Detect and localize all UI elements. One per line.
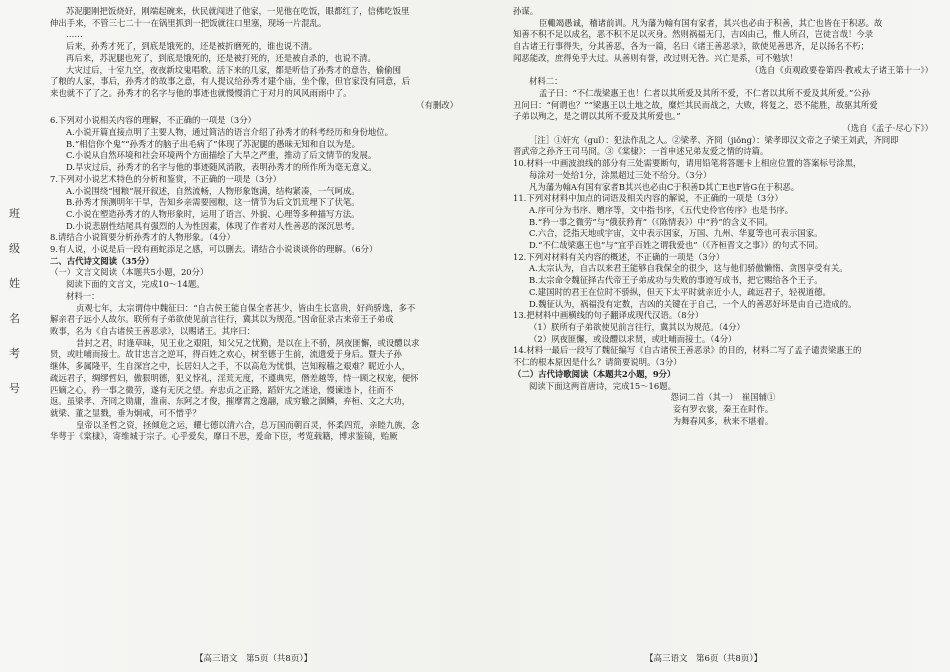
binding-margin [0, 0, 30, 672]
source-note: （选自《孟子·尽心下》） [842, 123, 933, 134]
material-label: 材料二： [529, 76, 563, 87]
sub-question: （1）朕所有子弟欲使见前言往行，冀其以为规范。（4分） [529, 321, 745, 332]
text-line: 臣輙竭愚诚，稽诸前训。凡为藩为翰有国有家者，其兴也必由于积善，其亡也皆在于积恶。故 [539, 17, 883, 28]
sub-question: （2）夙夜匪懈，或设醴以求贤，或吐哺而接士。（4分） [529, 333, 737, 344]
option: C.小说在塑造孙秀才的人物形象时，运用了语言、外貌、心理等多种描写方法。 [66, 208, 360, 219]
text-line: 子弟以殉之，是之谓以其所不爱及其所爱也。” [513, 111, 681, 122]
binding-char: 姓 [9, 277, 20, 290]
option: C.建国时的君王在位时不骄纵，但天下太平时就亲近小人，疏远君子，轻视道德。 [529, 286, 831, 297]
option: A.序可分为书序、赠序等，文中指书序，《五代史伶官传序》也是书序。 [529, 204, 794, 215]
option: D.小说悲剧性结尾具有强烈的人为性因素，体现了作者对人性善恶的深沉思考。 [66, 220, 360, 231]
binding-char: 班 [9, 207, 20, 220]
text-line: 疏远君子，绸缪哲妇，傲狠明德，犯义悖礼，淫荒无度，不遵典宪，僭差越等，恃一顾之权宠，便怀 [50, 372, 419, 383]
option: D.“不仁哉梁惠王也”与“宜乎百姓之谓我爱也”（《齐桓晋文之事》）的句式不同。 [529, 240, 824, 251]
question-stem: 8.请结合小说简要分析孙秀才的人物形象。（4分） [50, 232, 235, 243]
poem-line: 为舞春风多，秋来不堪着。 [672, 415, 774, 426]
option: B.太宗命令魏征择古代帝王子弟成功与失败的事迹写成书，把它赐给各个王子。 [529, 275, 823, 286]
option: A.小说围绕“囤粮”展开叙述，自然流畅，人物形象饱满，结构紧凑，一气呵成。 [66, 185, 360, 196]
text-line: 孙谋。 [513, 6, 539, 16]
question-stem: 11.下列对材料中加点的词语及相关内容的解说，不正确的一项是（3分） [513, 193, 783, 204]
page-footer: 【高三语文 第6页（共8页）】 [645, 654, 763, 664]
question-stem: 不仁的根本原因是什么？请简要说明。（3分） [513, 357, 682, 368]
text-line: 华萼于《棠棣》，寄维城于宗子。心乎爱矣，靡日不思，爰命下臣，考览载籍，博求鉴镜，贻厥 [50, 431, 398, 442]
text-line: 自古诸王行事得失，分其善恶，各为一篇，名曰《诸王善恶录》，欲使见善思齐，足以扬名不朽； [513, 41, 869, 52]
question-stem: 13.把材料中画横线的句子翻译成现代汉语。（8分） [513, 310, 704, 321]
poem-line: 妾有罗衣裳，秦王在时作。 [672, 403, 774, 414]
option: B.“相信你个鬼”“孙秀才的脑子出毛病了”体现了苏泥腿的愚昧无知和自以为是。 [66, 138, 360, 149]
text-line: 解亲君子远小人故尔。联所有子弟欲使见前言往行，冀其以为规范。”因命征录古来帝王子弟成 [50, 314, 394, 325]
text-line: 闻恶能改，庶得免乎大过。从善则有誉，改过则无咎。兴亡是系，可不勉欤！ [513, 52, 798, 63]
option: D.魏征认为，祸福没有定数，吉凶的关键在于自己，一个人的善恶好坏是由自己造成的。 [529, 298, 857, 309]
text-line: 败事，名为《自古诸侯王善恶录》，以赐诸王。其序曰： [50, 325, 256, 336]
question-stem: 14.材料一最后一段写了魏征编写《自古诸侯王善恶录》的目的，材料二写了孟子谴责梁惠王的 [513, 345, 862, 356]
option: A.太宗认为，自古以来君王能够自我保全的很少，这与他们骄傲懒惰、贪图享受有关。 [529, 263, 848, 274]
text-line: 后来，孙秀才死了，到底是饿死的，还是被折磨死的，谁也说不清。 [66, 41, 318, 52]
question-stem: 每涂对一处给1分，涂黑超过三处不给分。（3分） [529, 169, 712, 180]
question-stem: 12.下列对材料有关内容的概述，不正确的一项是（3分） [513, 251, 725, 262]
instruction: 阅读下面的文言文，完成10～14题。 [66, 279, 205, 290]
instruction: 阅读下面这两首唐诗，完成15～16题。 [529, 380, 676, 391]
text-line: 就梁、董之显戮，垂为炯戒，可不惜乎？ [50, 407, 201, 418]
binding-char: 考 [9, 347, 20, 360]
subsection-heading: （一）文言文阅读（本题共5小题，20分） [50, 267, 209, 278]
text-line: 苏泥腿刚把饭烧好，刚端起碗来，伙民就闯进了他家，一见他在吃饭，眼都红了，信佛吃饭里 [66, 6, 410, 16]
text-line: 了粮的人家，事后，孙秀才的故事之意，有人提议给孙秀才建个庙，坐个像，但官家没有同意，后 [50, 76, 411, 87]
text-line: 再后来，苏泥腿也死了，到底是饿死的，还是被打死的，还是被自杀的，也说不清。 [66, 52, 376, 63]
option: D.旱灾过后，孙秀才的名字与他的事迹随风消散，表明孙秀才的所作所为毫无意义。 [66, 162, 377, 173]
page-footer: 【高三语文 第5页（共8页）】 [195, 654, 313, 664]
text-line: 昔封之君，时逢草昧，见王业之艰阻，知父兄之忧勤，是以在上不骄，夙夜匪懈，或设醴以求 [76, 337, 420, 348]
text-line: 贞观七年，太宗谓侍中魏征曰：“自古侯王能自保全者甚少，皆由生长富贵，好尚骄逸，多不 [76, 302, 416, 313]
option: C.小说从自然环境和社会环境两个方面描绘了大旱之严重，推动了后文情节的发展。 [66, 150, 377, 161]
question-stem: 7.下列对小说艺术特色的分析和鉴赏，不正确的一项是（3分） [50, 173, 282, 184]
text-line: 来也就不了了之。孙秀才的名字与他的事迹也就慢慢消亡于对月的风风雨雨中了。 [50, 87, 352, 98]
poem-title: 怨词二首（其一） 崔国辅① [670, 392, 776, 403]
subsection-heading: （二）古代诗歌阅读（本题共2小题，9分） [513, 368, 676, 379]
text-line: 孟子曰：“不仁哉梁惠王也！仁者以其所爱及其所不爱，不仁者以其所不爱及其所爱。”公孙 [539, 87, 870, 98]
text-line: 大灾过后，十室九空，夜夜新坟鬼唱歌。活下来的几家，都是听信了孙秀才的意告，偷偷囤 [66, 64, 401, 75]
text-line: 贤，或吐哺而接士。故甘忠言之逆耳，得百姓之欢心，树至德于生前，流遗爱于身后。暨夫子孙 [50, 349, 402, 360]
binding-char: 级 [9, 242, 20, 255]
option: B.孙秀才预测明年干旱，告知乡亲需要囤粮，这一情节为后文饥荒埋下了伏笔。 [66, 197, 360, 208]
material-label: 材料一： [66, 290, 100, 301]
question-stem: 10.材料一中画波浪线的部分有三处需要断句，请用铅笔将答题卡上相应位置的答案标号涂黑， [513, 158, 862, 169]
annotation: 晋武帝之孙齐王司马冏。③《棠棣》：一首申述兄弟友爱之情的诗篇。 [513, 146, 769, 157]
binding-char: 号 [9, 382, 20, 395]
text-line: 丑问曰：“何谓也？”“梁惠王以土地之故，糜烂其民而战之，大败，将复之，恐不能胜，故驱其所爱 [513, 99, 878, 110]
text-line: 伸出手来，不管三七二十一在锅里抓到一把饭就往口里塞，现场一片混乱。 [50, 17, 327, 28]
text-line: 返。虽梁孝、齐冏之勋庸，淮南、东阿之才俊，摧摩霄之逸翮，成穷辙之涸鳞，弃桓、文之大功， [50, 396, 411, 407]
text-line: 匹嫡之心，矜一事之微劳，遂有无厌之望。弃忠贞之正路，蹈奸宄之迷途，慢谏违卜，往而不 [50, 384, 394, 395]
question-stem: 9.有人说，小说是后一段有画蛇添足之感，可以删去。请结合小说谈谈你的理解。（6分） [50, 244, 378, 255]
binding-char: 名 [9, 312, 20, 325]
source-note: （有删改） [416, 99, 458, 110]
page-5-column [50, 6, 458, 443]
text-line: 知善不积不足以成名，恶不积不足以灭身。然则祸福无门，吉凶由己，惟人所召，岂徒言哉！今录 [513, 29, 874, 40]
sentence-breaking-item: 凡为藩为翰A有国有家者B其兴也必由C于积善D其亡E也F皆G在于积恶。 [529, 181, 800, 192]
option: A.小说开篇直接点明了主要人物，通过简洁的语言介绍了孙秀才的科考经历和身份地位。 [66, 127, 393, 138]
text-line: 继体，多属隆平，生自深宫之中，长居妇人之手，不以高危为忧惧，岂知稼穑之艰难？昵近小人， [50, 361, 411, 372]
text-line: 皇帝以圣哲之资，拯倾危之运，耀七德以清六合，总万国而朝百灵，怀柔四荒，亲睦九族，念 [76, 419, 420, 430]
section-heading: 二、古代诗文阅读（35分） [50, 255, 154, 266]
option: B.“矜一事之微劳”与“俄获矜育”（《陈情表》）中“矜”的含义不同。 [529, 216, 773, 227]
text-line: …… [66, 29, 83, 40]
page-6-column [513, 6, 933, 427]
source-note: （选自《贞观政要卷第四·教戒太子诸王第十一》） [750, 64, 933, 75]
option: C.六合，泛指天地或宇宙，文中表示国家，万国、九州、华夏等也可表示国家。 [529, 228, 823, 239]
question-stem: 6.下列对小说相关内容的理解，不正确的一项是（3分） [50, 115, 256, 126]
annotation: ［注］①奸宄（guǐ）：犯法作乱之人。②梁孝、齐冏（jiǒng）：梁孝即汉文帝之子梁王刘武，齐冏即 [529, 134, 899, 145]
